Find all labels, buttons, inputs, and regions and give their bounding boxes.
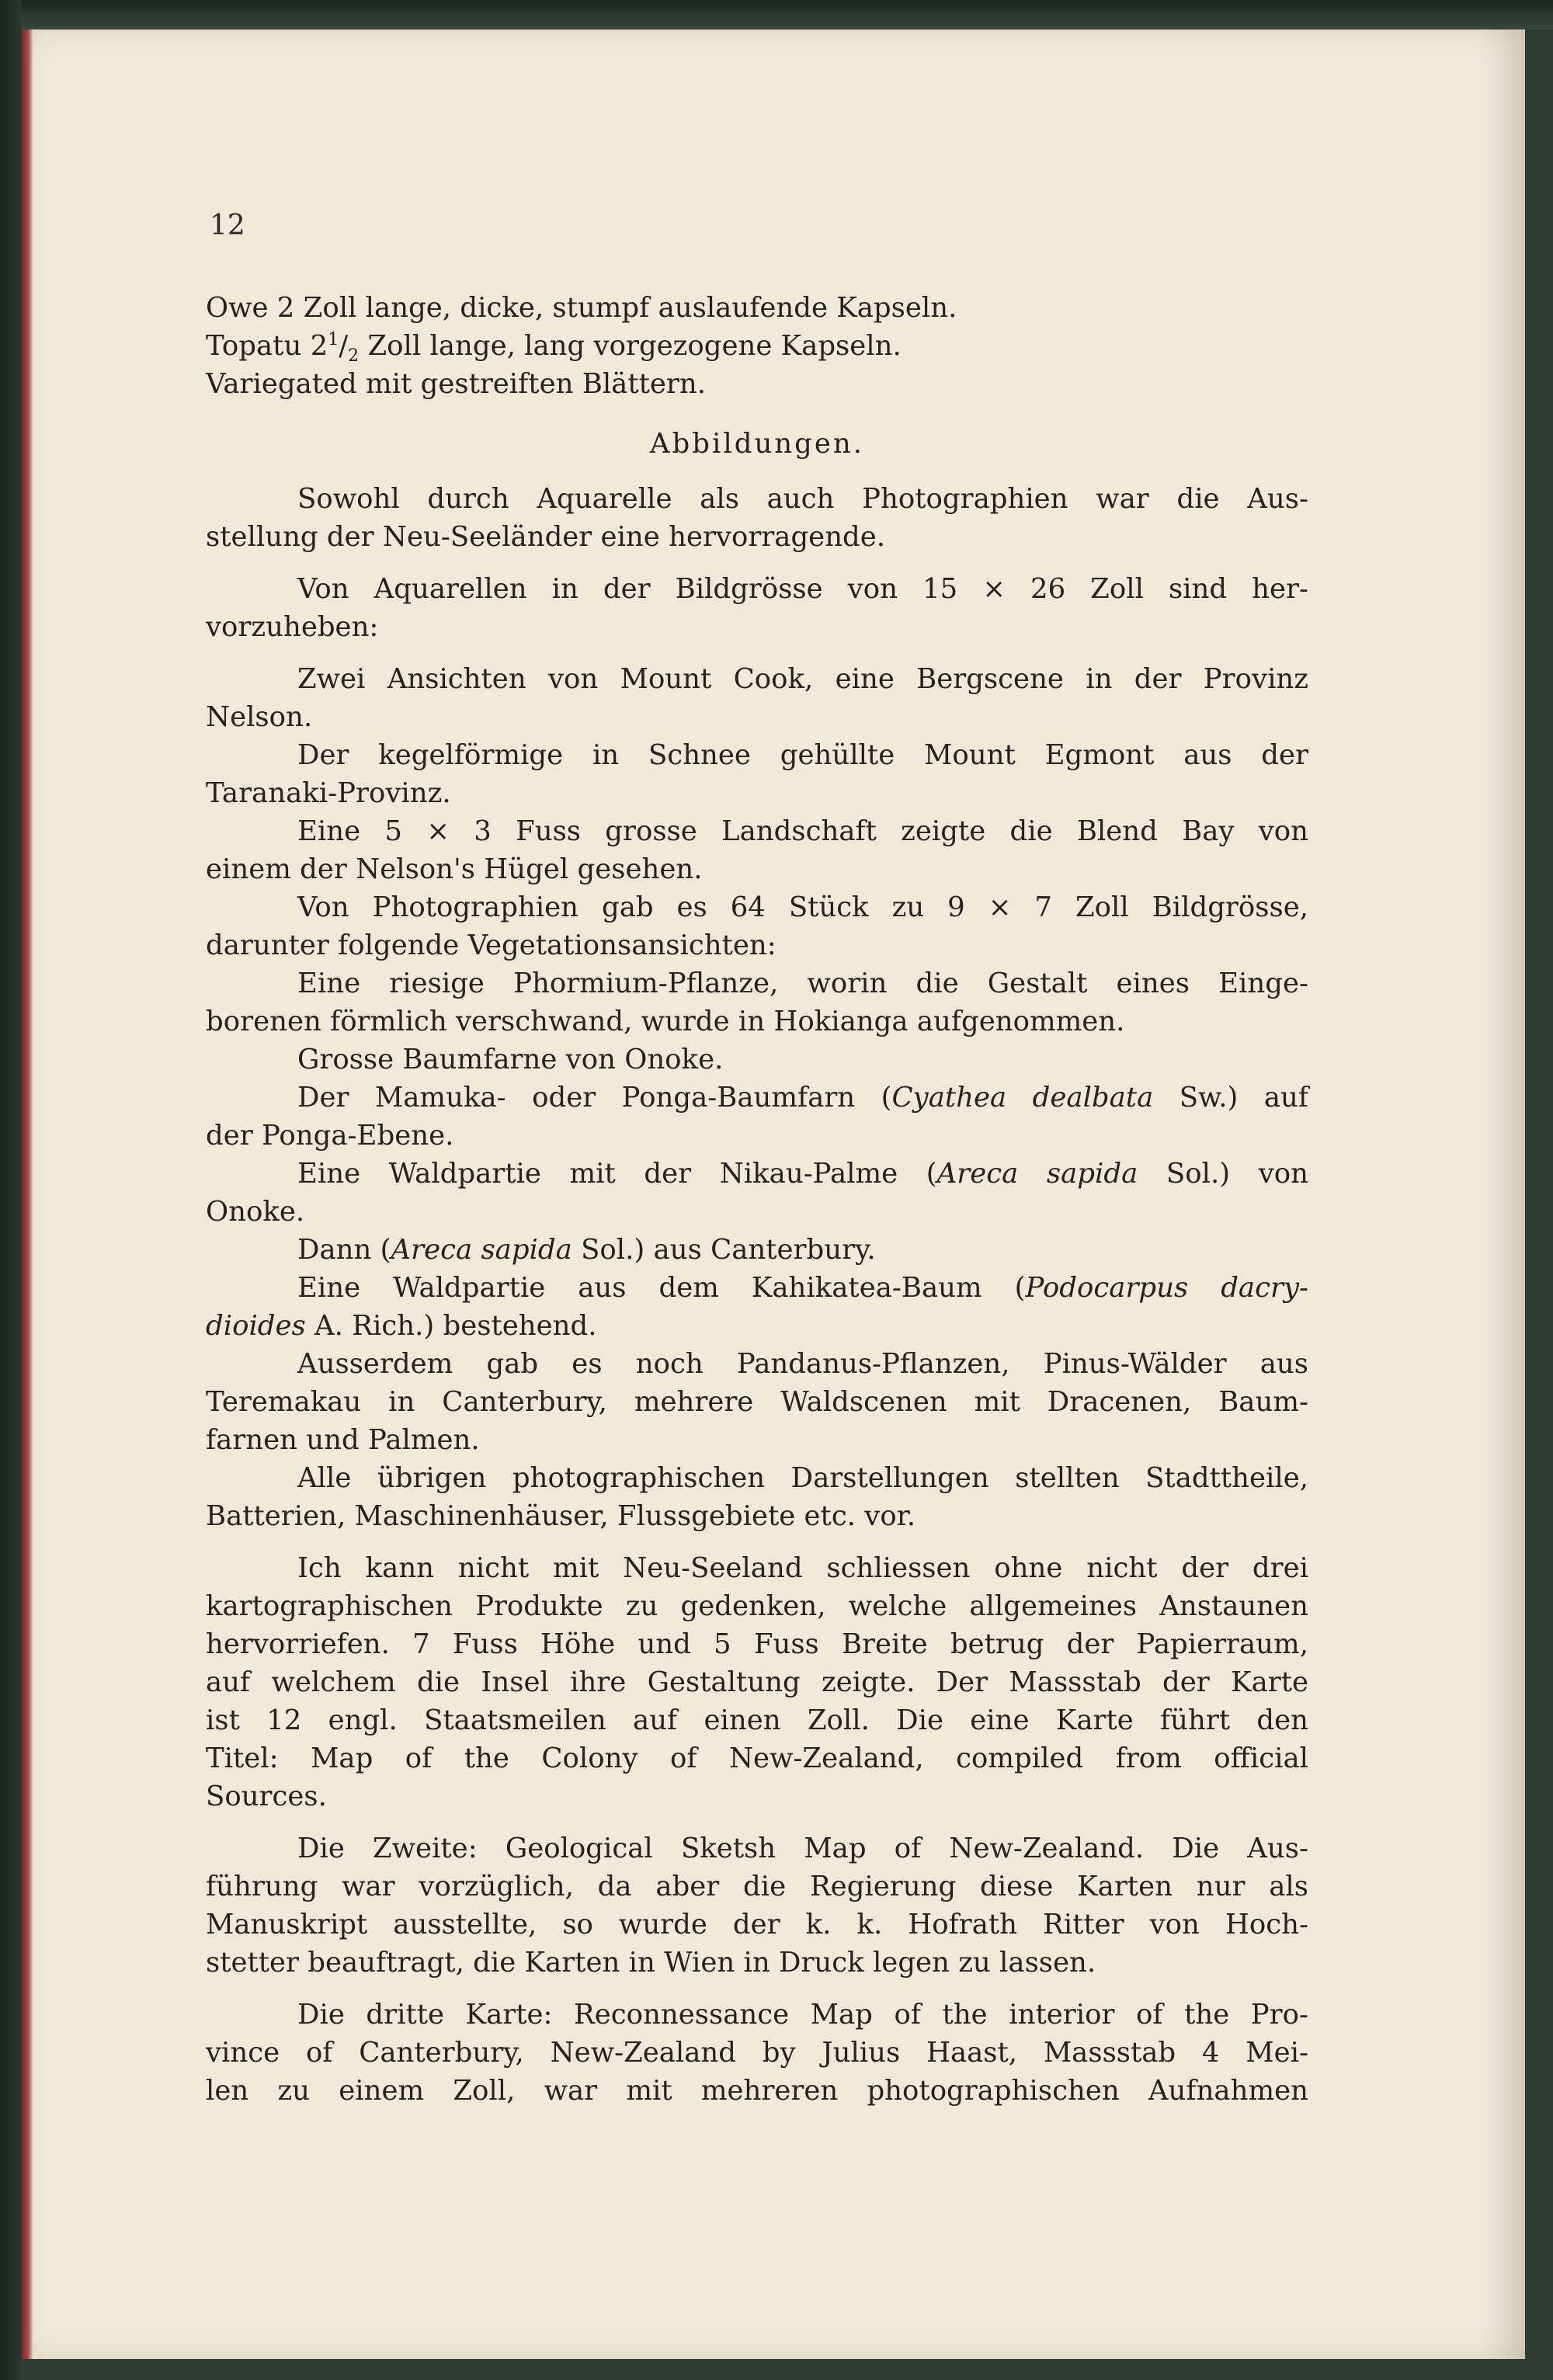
text-line: Sources.	[206, 1781, 327, 1812]
text-line: Teremakau in Canterbury, mehrere Waldscenen mit Dracenen, Baum-	[206, 1386, 1308, 1418]
text-line: Nelson.	[206, 701, 313, 733]
text-line: Variegated mit gestreiften Blättern.	[206, 368, 706, 400]
book-cover-left	[0, 0, 22, 2380]
text-line: kartographischen Produkte zu gedenken, welche allgemeines Anstaunen	[206, 1590, 1308, 1622]
text-line: einem der Nelson's Hügel gesehen.	[206, 853, 703, 885]
text-line: Ausserdem gab es noch Pandanus-Pflanzen, Pinus-Wälder aus	[297, 1348, 1308, 1380]
text-line: Dann (Areca sapida Sol.) aus Canterbury.	[297, 1234, 876, 1266]
text-line: Zwei Ansichten von Mount Cook, eine Bergscene in der Provinz	[297, 663, 1308, 695]
text-line: Eine Waldpartie aus dem Kahikatea-Baum (Podocarpus dacry-	[297, 1272, 1309, 1304]
text-line: Sowohl durch Aquarelle als auch Photographien war die Aus-	[297, 483, 1308, 515]
text-line: vorzuheben:	[206, 611, 379, 643]
text-line: Von Photographien gab es 64 Stück zu 9 × 7 Zoll Bildgrösse,	[297, 891, 1308, 923]
text-line: hervorriefen. 7 Fuss Höhe und 5 Fuss Breite betrug der Papierraum,	[206, 1628, 1308, 1660]
text-line: farnen und Palmen.	[206, 1424, 480, 1456]
text-line: stetter beauftragt, die Karten in Wien in Druck legen zu lassen.	[206, 1947, 1096, 1979]
text-line: Eine Waldpartie mit der Nikau-Palme (Areca sapida Sol.) von	[297, 1158, 1308, 1190]
text-line: Ich kann nicht mit Neu-Seeland schliessen ohne nicht der drei	[297, 1552, 1308, 1584]
text-line: Titel: Map of the Colony of New-Zealand, compiled from official	[206, 1742, 1308, 1774]
text-line: Eine riesige Phormium-Pflanze, worin die Gestalt eines Einge-	[297, 968, 1308, 999]
text-line: vince of Canterbury, New-Zealand by Julius Haast, Massstab 4 Mei-	[206, 2037, 1308, 2069]
text-line: Grosse Baumfarne von Onoke.	[297, 1044, 724, 1075]
text-line: auf welchem die Insel ihre Gestaltung zeigte. Der Massstab der Karte	[206, 1666, 1308, 1698]
text-line: len zu einem Zoll, war mit mehreren photographischen Aufnahmen	[206, 2075, 1308, 2107]
text-line: dioides A. Rich.) bestehend.	[206, 1310, 597, 1342]
text-line: stellung der Neu-Seeländer eine hervorragende.	[206, 521, 886, 553]
text-line: Manuskript ausstellte, so wurde der k. k. Hofrath Ritter von Hoch-	[206, 1909, 1308, 1940]
text-line: darunter folgende Vegetationsansichten:	[206, 929, 776, 961]
text-line: Taranaki-Provinz.	[206, 777, 451, 809]
book-cover-top	[0, 0, 1553, 30]
text-line: Eine 5 × 3 Fuss grosse Landschaft zeigte die Blend Bay von	[297, 815, 1308, 847]
page-red-edge	[22, 30, 33, 2359]
page-body	[206, 289, 1308, 2110]
text-line: Die dritte Karte: Reconnessance Map of the interior of the Pro-	[297, 1999, 1308, 2031]
text-line: Von Aquarellen in der Bildgrösse von 15 × 26 Zoll sind her-	[297, 573, 1308, 605]
text-line: borenen förmlich verschwand, wurde in Hokianga aufgenommen.	[206, 1006, 1125, 1037]
page-number: 12	[210, 210, 245, 241]
text-line: Alle übrigen photographischen Darstellungen stellten Stadttheile,	[297, 1462, 1308, 1494]
text-line: Der kegelförmige in Schnee gehüllte Mount Egmont aus der	[297, 739, 1308, 771]
text-line: Batterien, Maschinenhäuser, Flussgebiete etc. vor.	[206, 1500, 916, 1532]
text-line: Onoke.	[206, 1196, 305, 1228]
text-line: der Ponga-Ebene.	[206, 1120, 454, 1152]
section-heading: Abbildungen.	[649, 428, 865, 460]
text-line: Owe 2 Zoll lange, dicke, stumpf auslaufende Kapseln.	[206, 292, 957, 324]
text-line: Topatu $2^1/_2$ Zoll lange, lang vorgezogene Kapseln.	[206, 330, 902, 367]
text-line: führung war vorzüglich, da aber die Regierung diese Karten nur als	[206, 1871, 1308, 1902]
text-line: ist 12 engl. Staatsmeilen auf einen Zoll. Die eine Karte führt den	[206, 1704, 1308, 1736]
text-line: Der Mamuka- oder Ponga-Baumfarn (Cyathea dealbata Sw.) auf	[297, 1082, 1309, 1114]
text-line: Die Zweite: Geological Sketsh Map of New-Zealand. Die Aus-	[297, 1833, 1308, 1864]
page-gutter-shadow	[1479, 30, 1526, 2359]
